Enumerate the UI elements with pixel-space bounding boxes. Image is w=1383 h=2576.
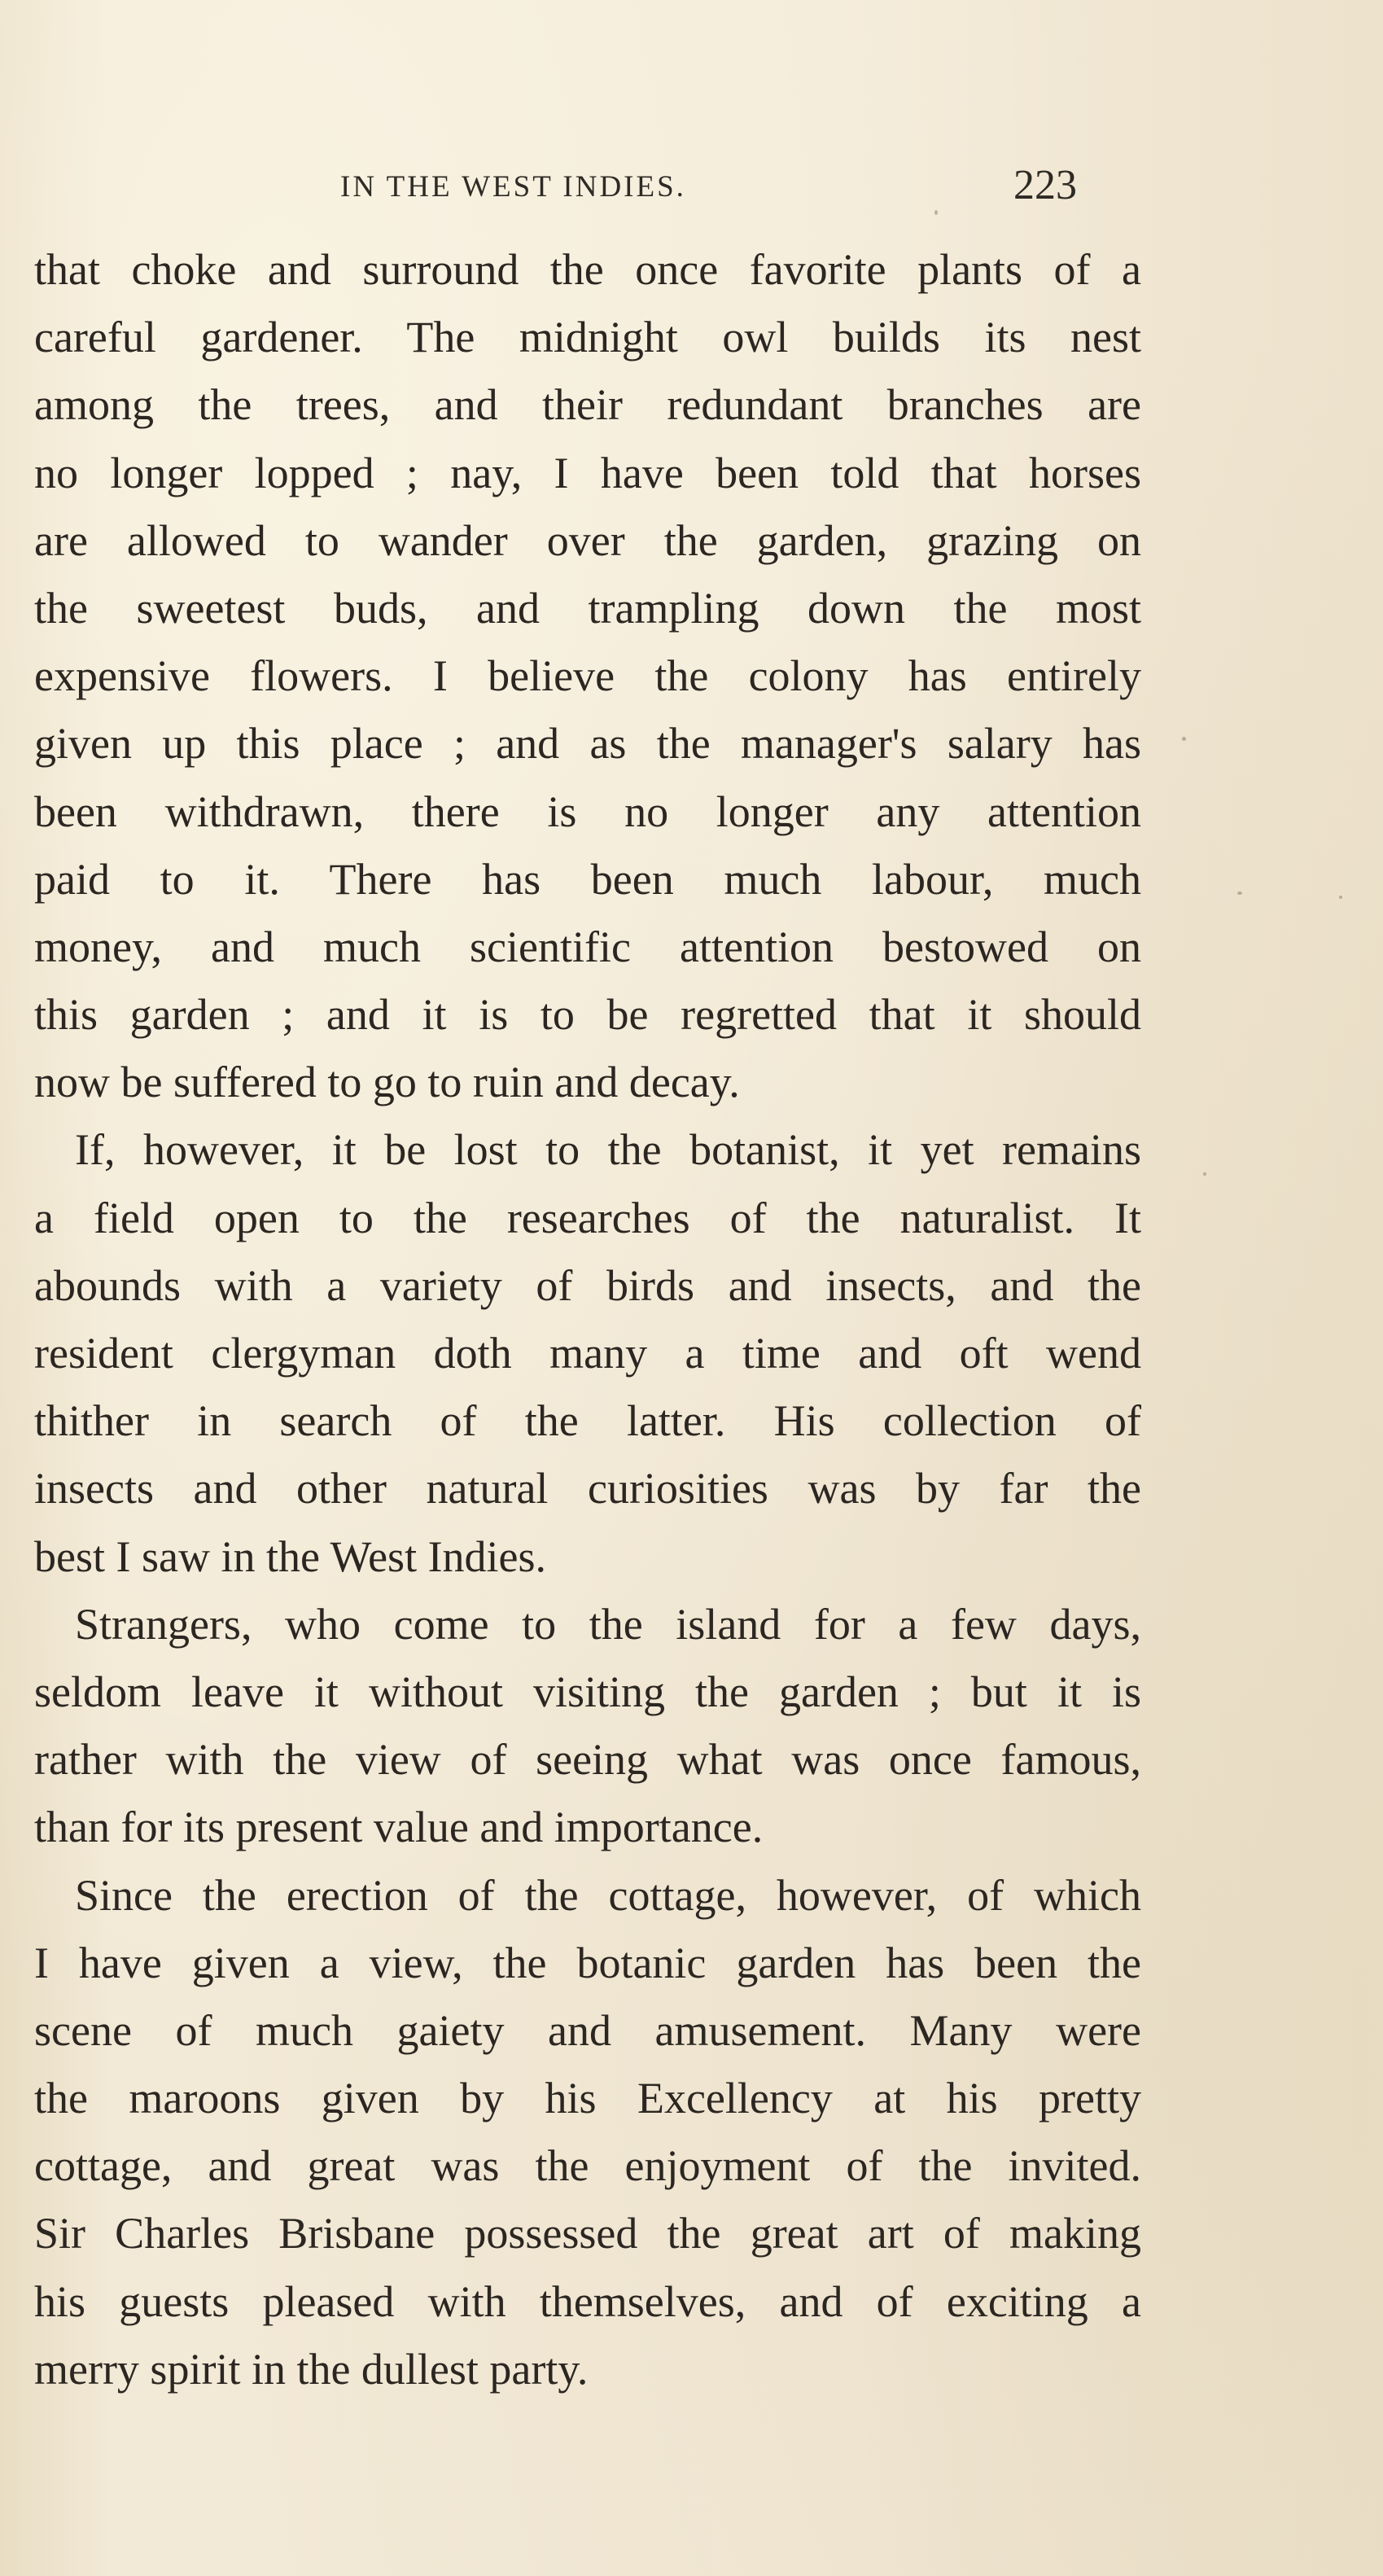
text-line: paid to it. There has been much labour, much [34, 854, 1141, 904]
text-line: the maroons given by his Excellency at his pretty [34, 2074, 1141, 2123]
text-line: this garden ; and it is to be regretted that it should [34, 990, 1141, 1040]
text-line: his guests pleased with themselves, and of exciting a [34, 2276, 1141, 2326]
text-line: I have given a view, the botanic garden has been the [34, 1938, 1141, 1987]
text-line: among the trees, and their redundant branches are [34, 380, 1141, 430]
running-header [0, 161, 1383, 210]
text-line: expensive flowers. I believe the colony has entirely [34, 651, 1141, 701]
running-title: IN THE WEST INDIES. [340, 170, 686, 204]
text-line: rather with the view of seeing what was once famous, [34, 1735, 1141, 1785]
text-line: Sir Charles Brisbane possessed the great art of making [34, 2209, 1141, 2258]
text-line: resident clergyman doth many a time and oft wend [34, 1329, 1141, 1378]
text-line: the sweetest buds, and trampling down the most [34, 583, 1141, 633]
text-line: insects and other natural curiosities was by far the [34, 1464, 1141, 1514]
text-line: thither in search of the latter. His collection of [34, 1396, 1141, 1446]
body-text [34, 236, 1141, 2403]
paper-speck [1182, 737, 1186, 741]
text-line: abounds with a variety of birds and insects, and the [34, 1260, 1141, 1310]
text-line: Strangers, who come to the island for a few days, [75, 1599, 1141, 1649]
text-line: scene of much gaiety and amusement. Many were [34, 2005, 1141, 2055]
paper-speck [1203, 1172, 1206, 1176]
paper-speck [1339, 896, 1342, 899]
text-line: no longer lopped ; nay, I have been told that horses [34, 448, 1141, 497]
page-number: 223 [1013, 162, 1077, 208]
text-line: a field open to the researches of the naturalist. It [34, 1193, 1141, 1242]
text-line: that choke and surround the once favorite plants of a [34, 245, 1141, 294]
text-line: Since the erection of the cottage, however, of which [75, 1870, 1141, 1920]
text-line: careful gardener. The midnight owl builds its nest [34, 313, 1141, 362]
paper-speck [934, 210, 938, 215]
text-line: seldom leave it without visiting the garden ; but it is [34, 1667, 1141, 1716]
text-line: are allowed to wander over the garden, grazing on [34, 515, 1141, 565]
text-line: merry spirit in the dullest party. [34, 2344, 589, 2394]
text-line: given up this place ; and as the manager's salary has [34, 719, 1141, 769]
paper-speck [1237, 892, 1242, 895]
text-line: If, however, it be lost to the botanist, it yet remains [75, 1125, 1141, 1175]
text-line: cottage, and great was the enjoyment of the invited. [34, 2141, 1141, 2191]
text-line: than for its present value and importance. [34, 1803, 764, 1852]
text-line: money, and much scientific attention bestowed on [34, 922, 1141, 971]
text-line: been withdrawn, there is no longer any attention [34, 786, 1141, 836]
text-line: now be suffered to go to ruin and decay. [34, 1058, 740, 1107]
text-line: best I saw in the West Indies. [34, 1531, 547, 1581]
